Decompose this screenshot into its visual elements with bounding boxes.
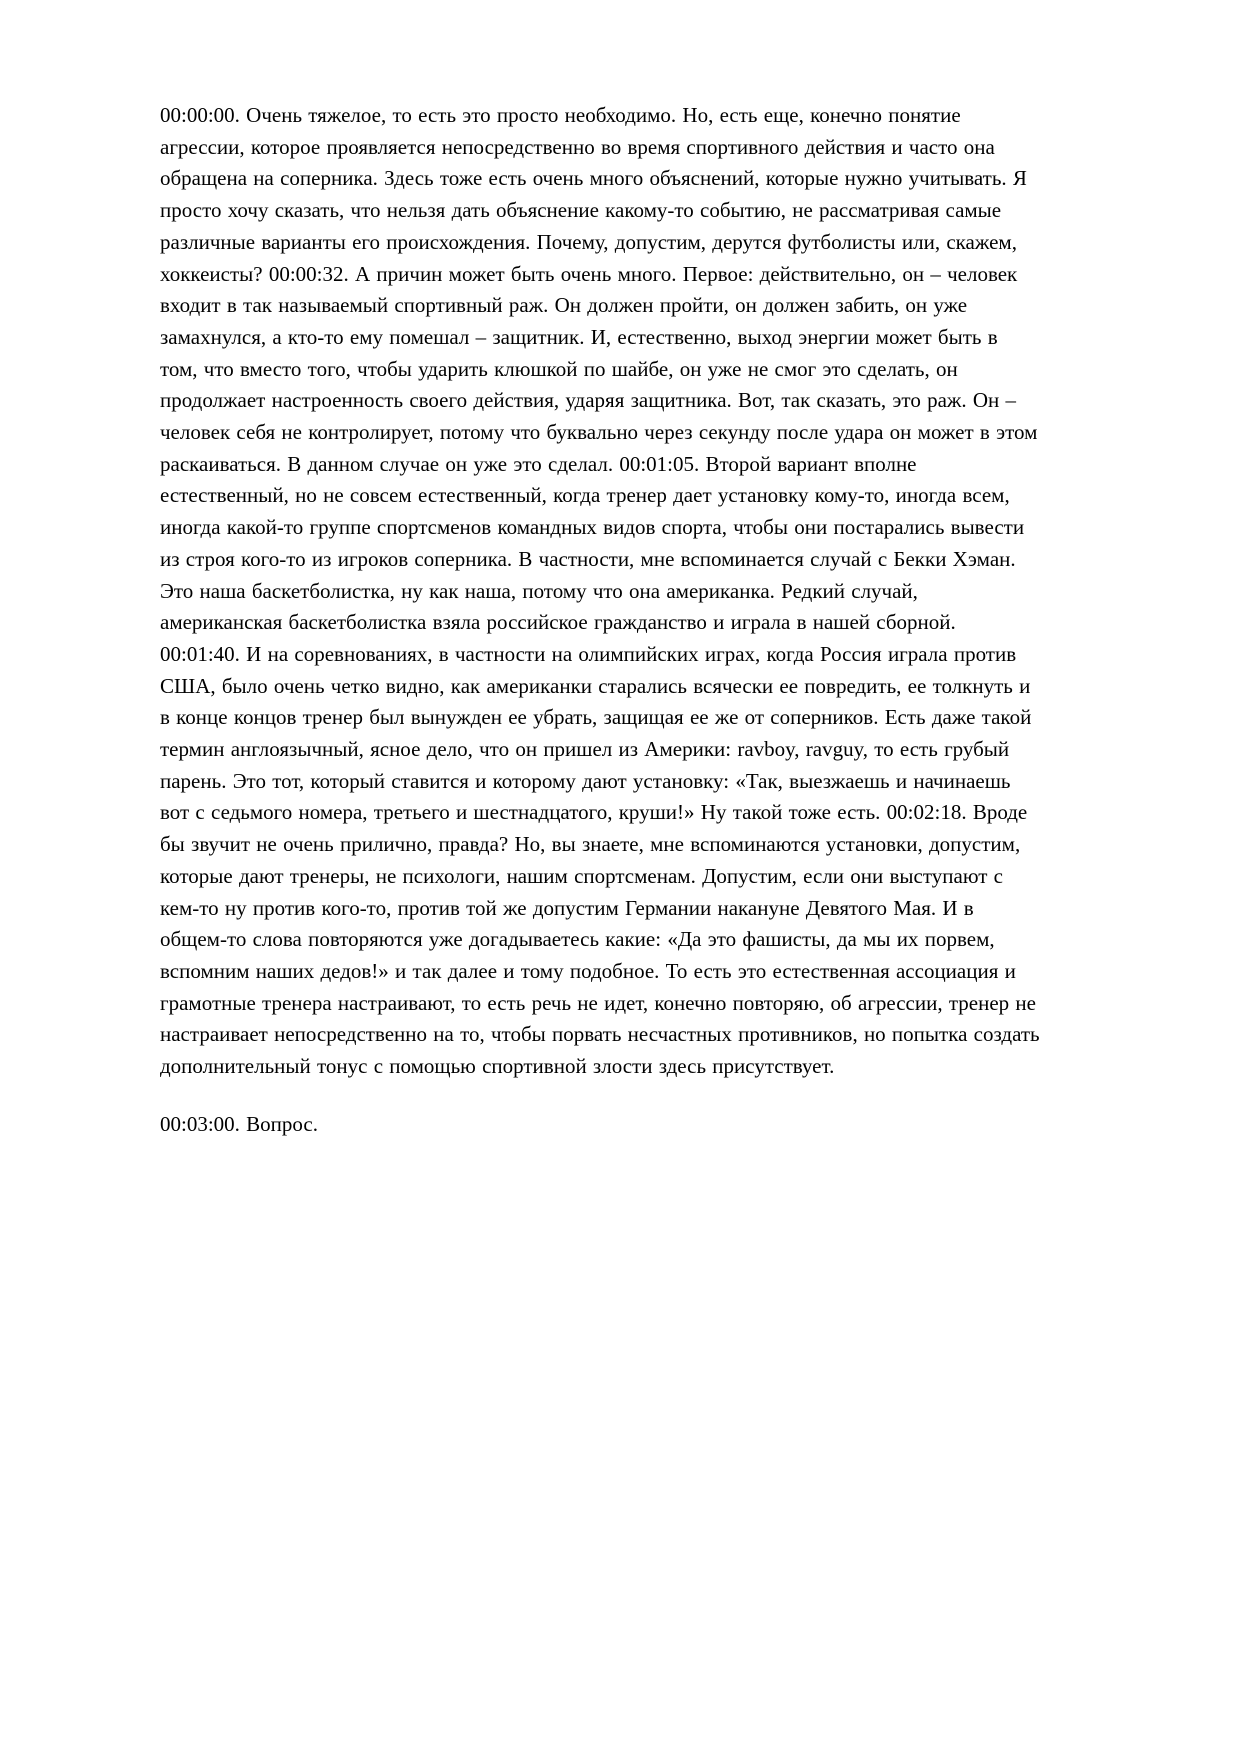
- transcript-paragraph-question: 00:03:00. Вопрос.: [160, 1111, 319, 1136]
- transcript-paragraph-main: 00:00:00. Очень тяжелое, то есть это просто необходимо. Но, есть еще, конечно понятие агрессии, которое проявляется непосредственно во время спортивного действия и часто она обращена на соперника. Здесь тоже есть очень много объяснений, которые нужно учитывать. Я просто хочу сказать, что нельзя дать объяснение какому-то событию, не рассматривая самые различные варианты его происхождения. Почему, допустим, дерутся футболисты или, скажем, хоккеисты? 00:00:32. А причин может быть очень много. Первое: действительно, он – человек входит в так называемый спортивный раж. Он должен пройти, он должен забить, он уже замахнулся, а кто-то ему помешал – защитник. И, естественно, выход энергии может быть в том, что вместо того, чтобы ударить клюшкой по шайбе, он уже не смог это сделать, он продолжает настроенность своего действия, ударяя защитника. Вот, так сказать, это раж. Он – человек себя не контролирует, потому что буквально через секунду после удара он может в этом раскаиваться. В данном случае он уже это сделал. 00:01:05. Второй вариант вполне естественный, но не совсем естественный, когда тренер дает установку кому-то, иногда всем, иногда какой-то группе спортсменов командных видов спорта, чтобы они постарались вывести из строя кого-то из игроков соперника. В частности, мне вспоминается случай с Бекки Хэман. Это наша баскетболистка, ну как наша, потому что она американка. Редкий случай, американская баскетболистка взяла российское гражданство и играла в нашей сборной. 00:01:40. И на соревнованиях, в частности на олимпийских играх, когда Россия играла против США, было очень четко видно, как американки старались всячески ее повредить, ее толкнуть и в конце концов тренер был вынужден ее убрать, защищая ее же от соперников. Есть даже такой термин англоязычный, ясное дело, что он пришел из Америки: ravboy, ravguy, то есть грубый парень. Это тот, который ставится и которому дают установку: «Так, выезжаешь и начинаешь вот с седьмого номера, третьего и шестнадцатого, круши!» Ну такой тоже есть. 00:02:18. Вроде бы звучит не очень прилично, правда? Но, вы знаете, мне вспоминаются установки, допустим, которые дают тренеры, не психологи, нашим спортсменам. Допустим, если они выступают с кем-то ну против кого-то, против той же допустим Германии накануне Девятого Мая. И в общем-то слова повторяются уже догадываетесь какие: «Да это фашисты, да мы их порвем, вспомним наших дедов!» и так далее и тому подобное. То есть это естественная ассоциация и грамотные тренера настраивают, то есть речь не идет, конечно повторяю, об агрессии, тренер не настраивает непосредственно на то, чтобы порвать несчастных противников, но попытка создать дополнительный тонус с помощью спортивной злости здесь присутствует.: [160, 103, 1040, 1079]
